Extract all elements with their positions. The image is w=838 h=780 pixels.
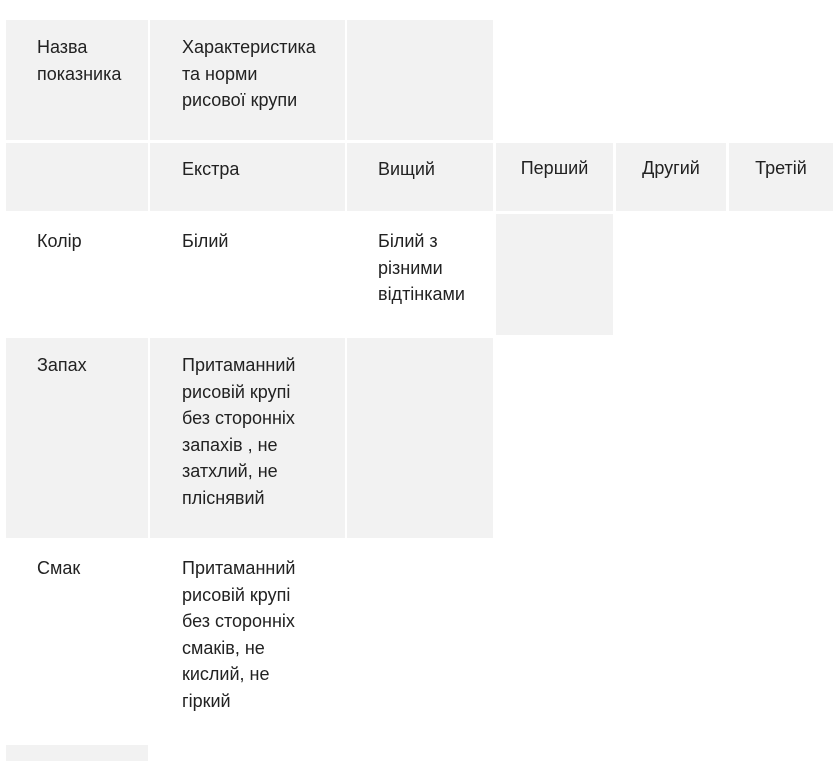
grade-third: Третій (729, 143, 833, 211)
row-smell-highest-empty (347, 338, 493, 538)
grade-second: Другий (616, 143, 726, 211)
row-color-first-empty (496, 214, 613, 335)
row-taste-highest-empty (347, 541, 493, 742)
row-smell-name: Запах (6, 338, 148, 538)
grade-highest: Вищий (347, 143, 493, 211)
row-color-extra: Білий (182, 231, 229, 251)
row-color-highest: Білий з різними відтінками (378, 231, 465, 304)
row-smell-extra: Притаманний рисовій крупі без сторонніх запахів , не затхлий, не пліснявий (150, 338, 345, 538)
grade-extra: Екстра (150, 143, 345, 211)
header-indicator-name: Назва показника (6, 20, 148, 140)
row-color-name: Колір (37, 231, 82, 251)
row-taste-name: Смак (37, 558, 81, 578)
header-empty-cell (347, 20, 493, 140)
grade-first: Перший (496, 143, 613, 211)
grade-empty-cell (6, 143, 148, 211)
row-taste-extra: Притаманний рисовій крупі без сторонніх смаків, не кислий, не гіркий (182, 558, 296, 711)
table-bottom-row (6, 745, 148, 761)
header-characteristic: Характеристика та норми рисової крупи (150, 20, 345, 140)
